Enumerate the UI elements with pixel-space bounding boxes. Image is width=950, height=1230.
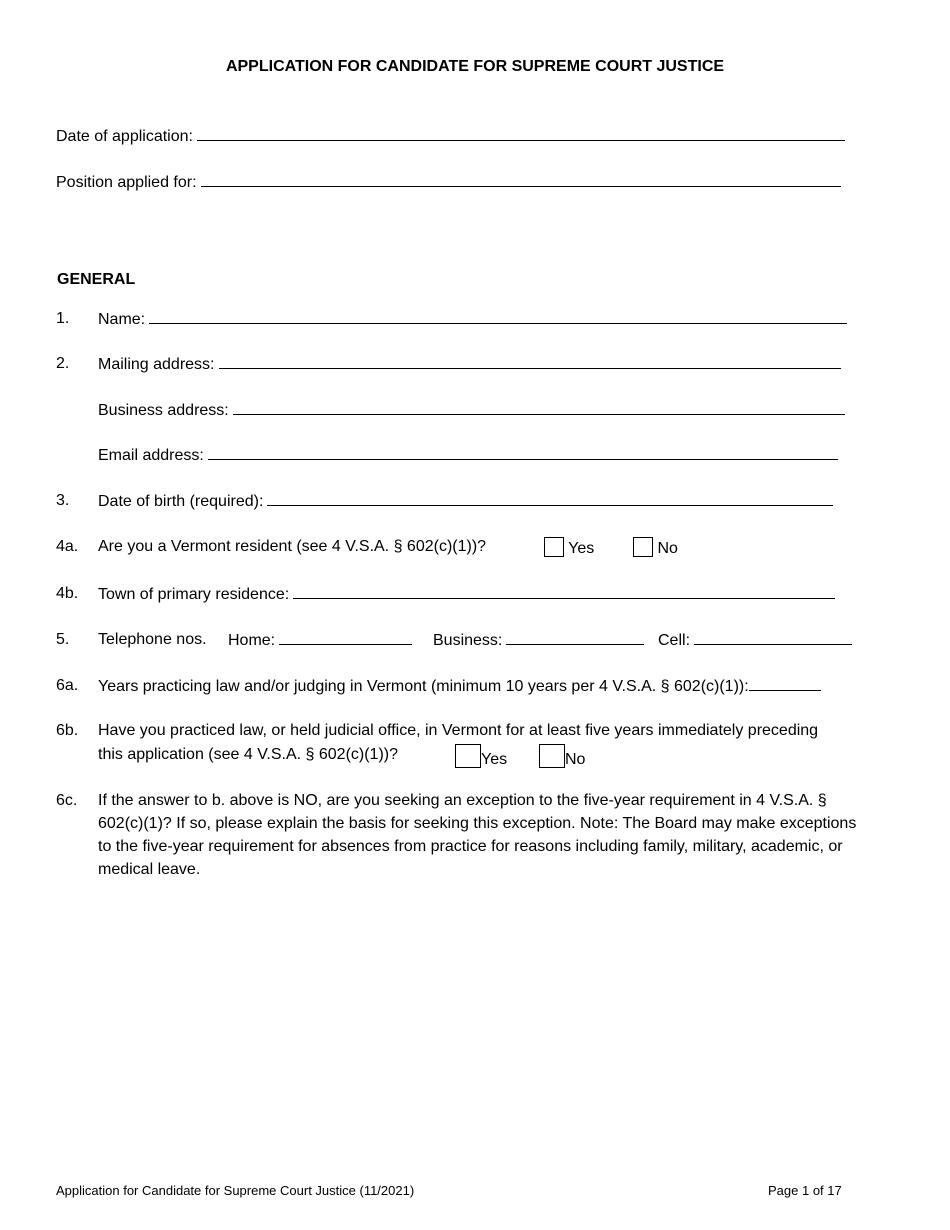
name-field[interactable]	[149, 309, 847, 324]
item-number: 6b.	[56, 722, 79, 739]
email-address-field[interactable]	[208, 445, 838, 460]
item-number: 5.	[56, 631, 70, 648]
item-number: 6c.	[56, 792, 78, 809]
home-phone-label: Home:	[228, 632, 276, 649]
practiced-yes-option[interactable]	[455, 744, 507, 770]
resident-question: Are you a Vermont resident (see 4 V.S.A. § 602(c)(1))?	[98, 538, 487, 555]
date-of-birth-row	[98, 491, 833, 512]
date-of-application-row	[56, 126, 845, 147]
footer-page-number: Page 1 of 17	[768, 1183, 842, 1198]
item-number: 4b.	[56, 585, 79, 602]
years-row	[98, 676, 821, 697]
practiced-yes-label: Yes	[481, 751, 508, 768]
town-field[interactable]	[293, 584, 835, 599]
footer-form-title: Application for Candidate for Supreme Court Justice (11/2021)	[56, 1183, 415, 1198]
resident-no-checkbox[interactable]	[633, 537, 653, 557]
business-phone-row	[433, 630, 644, 651]
town-row	[98, 584, 835, 605]
mailing-address-row	[98, 354, 841, 375]
date-of-application-label: Date of application:	[56, 128, 193, 145]
practiced-question-line2: this application (see 4 V.S.A. § 602(c)(1))?	[98, 746, 399, 763]
resident-yes-option[interactable]	[544, 537, 594, 559]
date-of-application-field[interactable]	[197, 126, 845, 141]
date-of-birth-label: Date of birth (required):	[98, 493, 264, 510]
position-applied-field[interactable]	[201, 172, 841, 187]
item-number: 6a.	[56, 677, 79, 694]
name-row	[98, 309, 847, 330]
cell-phone-field[interactable]	[694, 630, 852, 645]
business-address-row	[98, 400, 845, 421]
resident-no-option[interactable]	[633, 537, 678, 559]
practiced-question-line1: Have you practiced law, or held judicial office, in Vermont for at least five years immediately preceding	[98, 722, 819, 739]
name-label: Name:	[98, 311, 146, 328]
item-number: 1.	[56, 310, 70, 327]
position-applied-label: Position applied for:	[56, 174, 197, 191]
email-address-label: Email address:	[98, 447, 204, 464]
town-label: Town of primary residence:	[98, 586, 290, 603]
resident-yes-checkbox[interactable]	[544, 537, 564, 557]
cell-phone-row	[658, 630, 852, 651]
mailing-address-label: Mailing address:	[98, 356, 215, 373]
resident-no-label: No	[657, 540, 678, 557]
date-of-birth-field[interactable]	[267, 491, 833, 506]
business-phone-label: Business:	[433, 632, 503, 649]
page-title: APPLICATION FOR CANDIDATE FOR SUPREME COURT JUSTICE	[225, 58, 725, 75]
mailing-address-field[interactable]	[219, 354, 841, 369]
exception-question: If the answer to b. above is NO, are you seeking an exception to the five-year requirement in 4 V.S.A. § 602(c)(1)? If so, please explain the basis for seeking this exception. Note: The Board may make exceptions to the five-year requirement for absences from practice for reasons including family, military, academic, or medical leave.	[98, 792, 857, 878]
cell-phone-label: Cell:	[658, 632, 691, 649]
practiced-no-label: No	[565, 751, 586, 768]
business-phone-field[interactable]	[506, 630, 644, 645]
practiced-no-option[interactable]	[539, 744, 585, 770]
item-number: 2.	[56, 355, 70, 372]
home-phone-field[interactable]	[279, 630, 412, 645]
resident-yes-label: Yes	[568, 540, 595, 557]
item-number: 3.	[56, 492, 70, 509]
phone-label: Telephone nos.	[98, 631, 207, 648]
position-applied-row	[56, 172, 841, 193]
email-address-row	[98, 445, 838, 466]
business-address-label: Business address:	[98, 402, 229, 419]
section-general-heading: GENERAL	[57, 271, 136, 288]
practiced-no-checkbox[interactable]	[539, 744, 565, 768]
item-number: 4a.	[56, 538, 79, 555]
business-address-field[interactable]	[233, 400, 845, 415]
home-phone-row	[228, 630, 412, 651]
years-question: Years practicing law and/or judging in Vermont (minimum 10 years per 4 V.S.A. § 602(c)(1)):	[98, 678, 749, 695]
years-field[interactable]	[749, 676, 821, 691]
practiced-yes-checkbox[interactable]	[455, 744, 481, 768]
